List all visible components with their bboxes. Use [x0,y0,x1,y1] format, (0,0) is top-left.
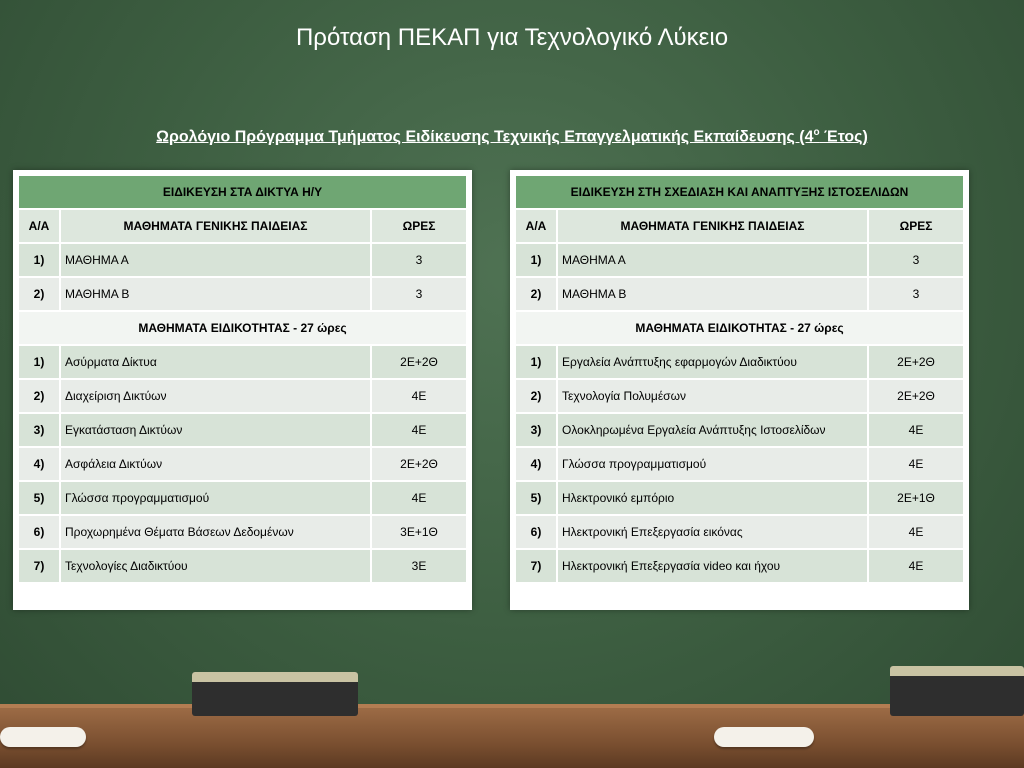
subtitle-text: Ωρολόγιο Πρόγραμμα Τμήματος Ειδίκευσης Τεχνικής Επαγγελματικής Εκπαίδευσης (4 [156,128,814,146]
page-subtitle [0,127,1024,146]
course-hours: 4Ε [868,413,964,447]
course-name: Τεχνολογία Πολυμέσων [557,379,868,413]
course-name: ΜΑΘΗΜΑ Β [557,277,868,311]
course-hours: 4Ε [371,413,467,447]
row-number: 3) [18,413,60,447]
course-hours: 2Ε+2Θ [371,345,467,379]
course-hours: 3Ε+1Θ [371,515,467,549]
course-hours: 3 [371,277,467,311]
table-panel-networks [13,170,472,610]
table-row [18,243,467,277]
eraser-right [890,666,1024,716]
row-number: 1) [18,243,60,277]
subtitle-sup: ο [813,127,820,138]
row-number: 1) [515,345,557,379]
course-name: Ασφάλεια Δικτύων [60,447,371,481]
course-name: Γλώσσα προγραμματισμού [60,481,371,515]
course-name: Εργαλεία Ανάπτυξης εφαρμογών Διαδικτύου [557,345,868,379]
column-header-general: ΜΑΘΗΜΑΤΑ ΓΕΝΙΚΗΣ ΠΑΙΔΕΙΑΣ [60,209,371,243]
course-hours: 2Ε+2Θ [371,447,467,481]
table-row [18,549,467,583]
row-number: 1) [515,243,557,277]
course-name: Διαχείριση Δικτύων [60,379,371,413]
course-hours: 4Ε [868,515,964,549]
row-number: 4) [515,447,557,481]
row-number: 3) [515,413,557,447]
subtitle-end: Έτος) [819,128,868,146]
course-name: Ηλεκτρονικό εμπόριο [557,481,868,515]
schedule-table [514,174,965,584]
column-header-general: ΜΑΘΗΜΑΤΑ ΓΕΝΙΚΗΣ ΠΑΙΔΕΙΑΣ [557,209,868,243]
eraser-left [192,672,358,716]
row-number: 6) [18,515,60,549]
table-row [515,413,964,447]
row-number: 1) [18,345,60,379]
schedule-table [17,174,468,584]
row-number: 2) [515,277,557,311]
table-header: ΕΙΔΙΚΕΥΣΗ ΣΤΑ ΔΙΚΤΥΑ Η/Υ [18,175,467,209]
course-hours: 4Ε [868,549,964,583]
course-hours: 3 [371,243,467,277]
table-row [515,515,964,549]
chalk-stick-left [0,727,86,747]
table-row [515,277,964,311]
course-hours: 2Ε+2Θ [868,345,964,379]
column-header-aa: Α/Α [18,209,60,243]
table-row [515,243,964,277]
row-number: 2) [18,277,60,311]
table-row [18,515,467,549]
course-hours: 3 [868,243,964,277]
page-title: Πρόταση ΠΕΚΑΠ για Τεχνολογικό Λύκειο [295,24,729,51]
row-number: 7) [515,549,557,583]
table-row [515,481,964,515]
table-row [18,481,467,515]
course-name: Ασύρματα Δίκτυα [60,345,371,379]
table-row [18,447,467,481]
course-name: Τεχνολογίες Διαδικτύου [60,549,371,583]
course-hours: 4Ε [371,481,467,515]
chalk-stick-right [714,727,814,747]
table-row [18,345,467,379]
course-hours: 3 [868,277,964,311]
course-hours: 4Ε [371,379,467,413]
row-number: 2) [515,379,557,413]
table-row [18,379,467,413]
section-header: ΜΑΘΗΜΑΤΑ ΕΙΔΙΚΟΤΗΤΑΣ - 27 ώρες [18,311,467,345]
course-name: Ηλεκτρονική Επεξεργασία εικόνας [557,515,868,549]
table-row [18,413,467,447]
table-row [515,447,964,481]
row-number: 5) [18,481,60,515]
course-name: ΜΑΘΗΜΑ Α [60,243,371,277]
row-number: 6) [515,515,557,549]
table-panel-webdesign [510,170,969,610]
row-number: 4) [18,447,60,481]
table-row [515,379,964,413]
course-hours: 2Ε+2Θ [868,379,964,413]
course-hours: 2Ε+1Θ [868,481,964,515]
course-name: ΜΑΘΗΜΑ Α [557,243,868,277]
course-name: Προχωρημένα Θέματα Βάσεων Δεδομένων [60,515,371,549]
course-name: ΜΑΘΗΜΑ Β [60,277,371,311]
table-row [18,277,467,311]
section-header: ΜΑΘΗΜΑΤΑ ΕΙΔΙΚΟΤΗΤΑΣ - 27 ώρες [515,311,964,345]
column-header-hours: ΩΡΕΣ [868,209,964,243]
course-name: Εγκατάσταση Δικτύων [60,413,371,447]
chalk-ledge [0,708,1024,768]
column-header-hours: ΩΡΕΣ [371,209,467,243]
row-number: 2) [18,379,60,413]
course-name: Γλώσσα προγραμματισμού [557,447,868,481]
table-header: ΕΙΔΙΚΕΥΣΗ ΣΤΗ ΣΧΕΔΙΑΣΗ ΚΑΙ ΑΝΑΠΤΥΞΗΣ ΙΣΤΟΣΕΛΙΔΩΝ [515,175,964,209]
course-hours: 3Ε [371,549,467,583]
course-name: Ολοκληρωμένα Εργαλεία Ανάπτυξης Ιστοσελίδων [557,413,868,447]
row-number: 7) [18,549,60,583]
course-hours: 4Ε [868,447,964,481]
row-number: 5) [515,481,557,515]
course-name: Ηλεκτρονική Επεξεργασία video και ήχου [557,549,868,583]
column-header-aa: Α/Α [515,209,557,243]
table-row [515,549,964,583]
table-row [515,345,964,379]
